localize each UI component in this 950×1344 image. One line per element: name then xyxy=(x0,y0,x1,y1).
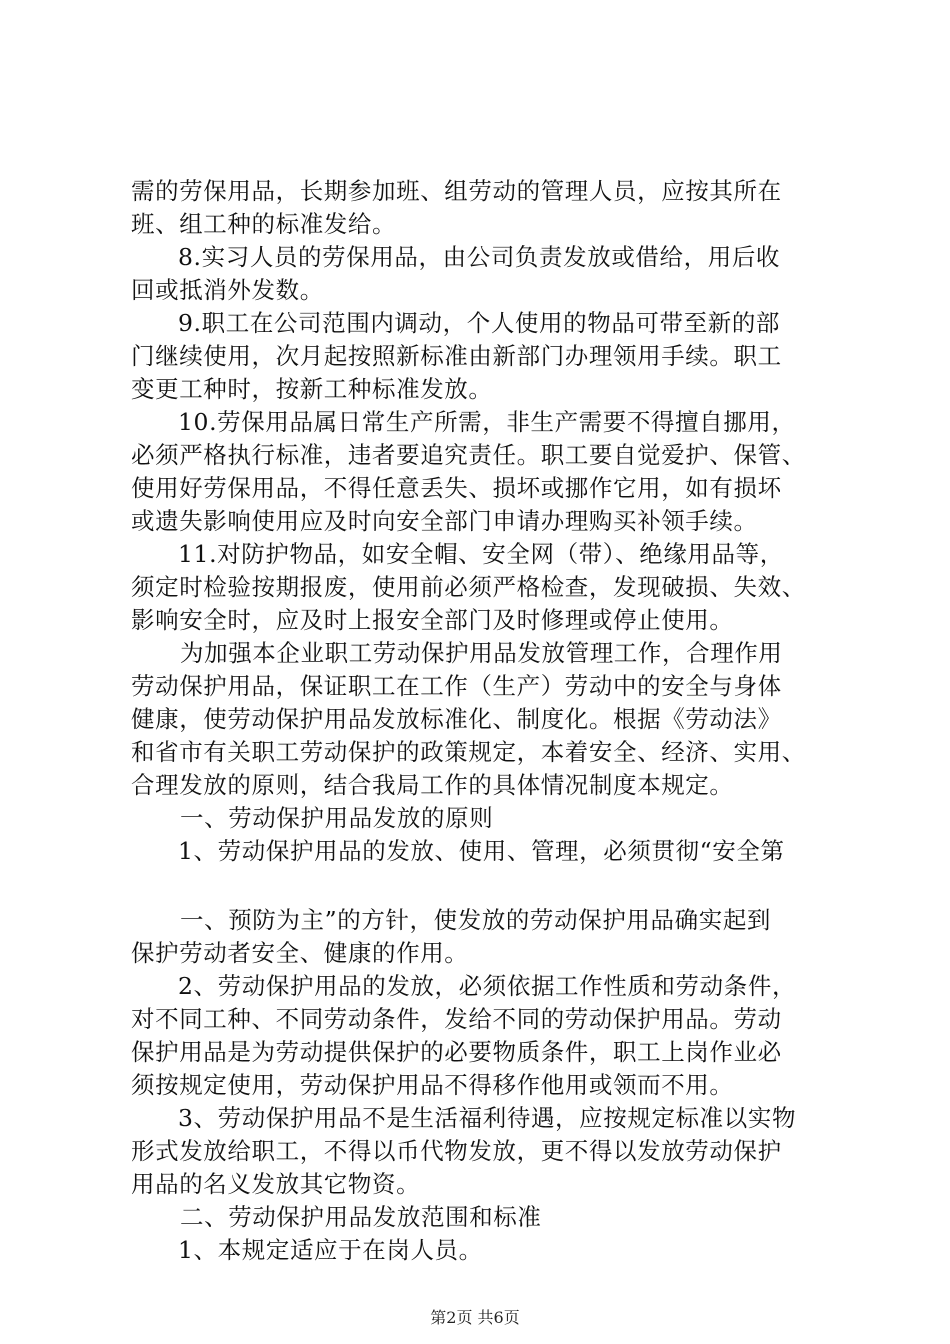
section-heading: 二、劳动保护用品发放范围和标准 xyxy=(180,1203,542,1231)
paragraph-line: 必须严格执行标准，违者要追究责任。职工要自觉爱护、保管、 xyxy=(131,441,806,469)
paragraph-line: 须按规定使用，劳动保护用品不得移作他用或领而不用。 xyxy=(131,1071,734,1099)
paragraph-line: 劳动保护用品，保证职工在工作（生产）劳动中的安全与身体 xyxy=(131,672,782,700)
paragraph-line: 1、本规定适应于在岗人员。 xyxy=(178,1236,483,1264)
paragraph-line: 8.实习人员的劳保用品，由公司负责发放或借给，用后收 xyxy=(178,243,781,271)
paragraph-line: 影响安全时，应及时上报安全部门及时修理或停止使用。 xyxy=(131,606,734,634)
paragraph-line: 一、预防为主”的方针，使发放的劳动保护用品确实起到 xyxy=(180,906,772,934)
paragraph-line: 保护劳动者安全、健康的作用。 xyxy=(131,939,469,967)
paragraph-line: 形式发放给职工，不得以币代物发放，更不得以发放劳动保护 xyxy=(131,1137,782,1165)
paragraph-line: 或遗失影响使用应及时向安全部门申请办理购买补领手续。 xyxy=(131,507,758,535)
section-heading: 一、劳动保护用品发放的原则 xyxy=(180,804,494,832)
paragraph-line: 11.对防护物品，如安全帽、安全网（带）、绝缘用品等， xyxy=(178,540,784,568)
paragraph-line: 和省市有关职工劳动保护的政策规定，本着安全、经济、实用、 xyxy=(131,738,806,766)
paragraph-line: 3、劳动保护用品不是生活福利待遇，应按规定标准以实物 xyxy=(178,1104,797,1132)
paragraph-line: 10.劳保用品属日常生产所需，非生产需要不得擅自挪用， xyxy=(178,408,796,436)
paragraph-line: 需的劳保用品，长期参加班、组劳动的管理人员，应按其所在 xyxy=(131,177,782,205)
paragraph-line: 须定时检验按期报废，使用前必须严格检查，发现破损、失效、 xyxy=(131,573,806,601)
paragraph-line: 使用好劳保用品，不得任意丢失、损坏或挪作它用，如有损坏 xyxy=(131,474,782,502)
paragraph-line: 用品的名义发放其它物资。 xyxy=(131,1170,421,1198)
paragraph-line: 为加强本企业职工劳动保护用品发放管理工作，合理作用 xyxy=(180,639,783,667)
paragraph-line: 对不同工种、不同劳动条件，发给不同的劳动保护用品。劳动 xyxy=(131,1005,782,1033)
paragraph-line: 健康，使劳动保护用品发放标准化、制度化。根据《劳动法》 xyxy=(131,705,782,733)
paragraph-line: 合理发放的原则，结合我局工作的具体情况制度本规定。 xyxy=(131,771,734,799)
paragraph-line: 保护用品是为劳动提供保护的必要物质条件，职工上岗作业必 xyxy=(131,1038,782,1066)
paragraph-line: 2、劳动保护用品的发放，必须依据工作性质和劳动条件， xyxy=(178,972,797,1000)
page-footer: 第2页 共6页 xyxy=(430,1308,520,1327)
paragraph-line: 变更工种时，按新工种标准发放。 xyxy=(131,375,493,403)
paragraph-line: 1、劳动保护用品的发放、使用、管理，必须贯彻“安全第 xyxy=(178,837,785,865)
paragraph-line: 9.职工在公司范围内调动，个人使用的物品可带至新的部 xyxy=(178,309,781,337)
paragraph-line: 门继续使用，次月起按照新标准由新部门办理领用手续。职工 xyxy=(131,342,782,370)
paragraph-line: 班、组工种的标准发给。 xyxy=(131,210,397,238)
paragraph-line: 回或抵消外发数。 xyxy=(131,276,324,304)
